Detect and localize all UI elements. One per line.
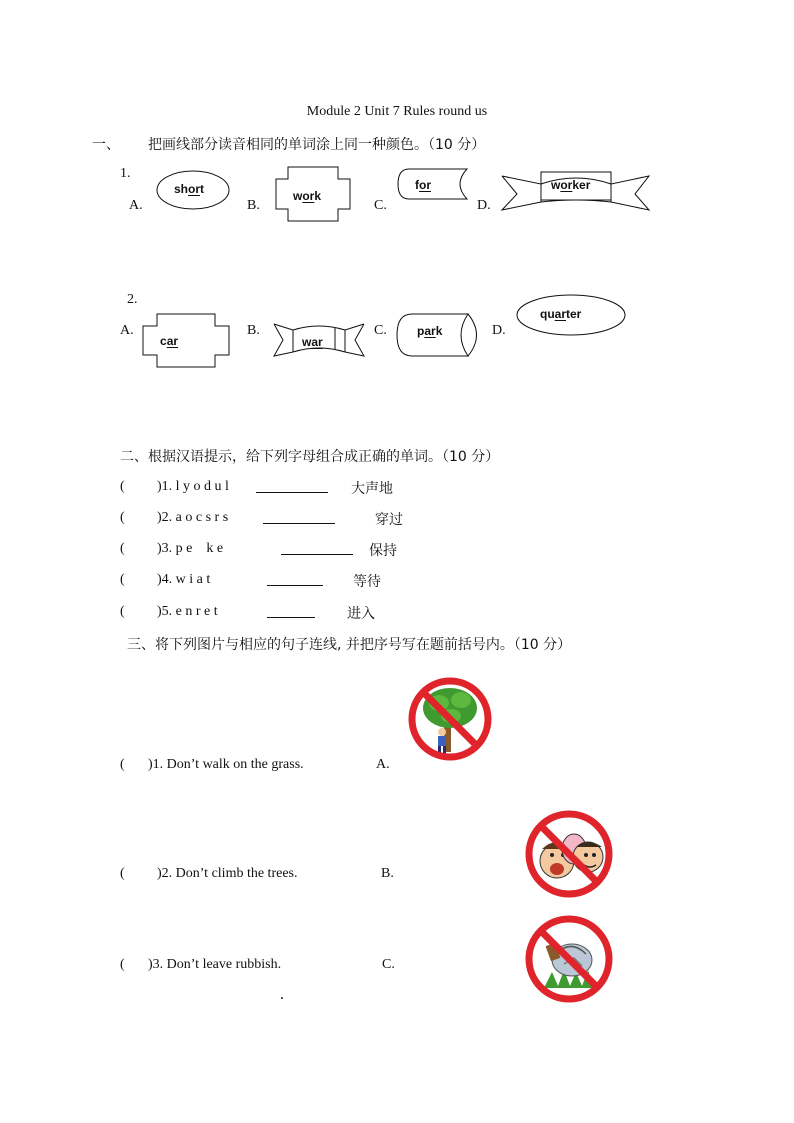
- s3-row1-letter: A.: [376, 757, 390, 772]
- q1-letter-d: D.: [477, 198, 491, 213]
- s2-row4-answer-blank[interactable]: [267, 573, 323, 586]
- s2-row1-letters: )1. l y o d u l: [157, 479, 229, 494]
- s2-row3-meaning: 保持: [369, 543, 397, 559]
- q1-letter-b: B.: [247, 198, 260, 213]
- s3-row2-paren: (: [120, 866, 125, 881]
- s2-row4-letters: )4. w i a t: [157, 572, 211, 587]
- s3-row3-sentence: )3. Don’t leave rubbish.: [148, 957, 282, 972]
- s2-row5-paren: (: [120, 604, 125, 619]
- q1-c-word[interactable]: for: [415, 178, 431, 192]
- s2-row2-answer-blank[interactable]: [263, 511, 335, 524]
- s2-row2-paren: (: [120, 510, 125, 525]
- q2-number: 2.: [127, 292, 138, 307]
- s3-row1-sentence: )1. Don’t walk on the grass.: [148, 757, 304, 772]
- s2-row5-letters: )5. e n r e t: [157, 604, 218, 619]
- page-title: Module 2 Unit 7 Rules round us: [306, 104, 488, 119]
- s2-row5-meaning: 进入: [347, 606, 375, 622]
- q1-a-word[interactable]: short: [174, 182, 205, 196]
- q1-letter-a: A.: [129, 198, 143, 213]
- q2-a-word[interactable]: car: [160, 334, 179, 348]
- s2-row4-paren: (: [120, 572, 125, 587]
- q1-number: 1.: [120, 166, 131, 181]
- s2-row1-answer-blank[interactable]: [256, 480, 328, 493]
- q2-d-word[interactable]: quarter: [540, 307, 582, 321]
- s2-row3-letters: )3. p e k e: [157, 541, 224, 556]
- s2-row1-paren: (: [120, 479, 125, 494]
- s2-row2-letters: )2. a o c s r s: [157, 510, 229, 525]
- s2-row4-meaning: 等待: [353, 574, 381, 590]
- s3-row2-sentence: )2. Don’t climb the trees.: [157, 866, 298, 881]
- q2-letter-c: C.: [374, 323, 387, 338]
- no-shouting-sign-icon[interactable]: [524, 809, 614, 899]
- s3-row3-paren: (: [120, 957, 125, 972]
- q2-letter-d: D.: [492, 323, 506, 338]
- s3-row1-paren: (: [120, 757, 125, 772]
- q2-b-word[interactable]: war: [302, 335, 323, 349]
- no-rubbish-sign-icon[interactable]: [524, 914, 614, 1004]
- q2-letter-a: A.: [120, 323, 134, 338]
- q1-d-word[interactable]: worker: [551, 178, 591, 192]
- s3-row3-letter: C.: [382, 957, 395, 972]
- s3-row2-letter: B.: [381, 866, 394, 881]
- section3-heading: 三、将下列图片与相应的句子连线, 并把序号写在题前括号内。（10 分）: [127, 637, 572, 653]
- no-climbing-trees-sign-icon[interactable]: [406, 676, 494, 762]
- q1-letter-c: C.: [374, 198, 387, 213]
- q2-c-word[interactable]: park: [417, 324, 443, 338]
- q2-letter-b: B.: [247, 323, 260, 338]
- s2-row3-answer-blank[interactable]: [281, 542, 353, 555]
- stray-dot: .: [280, 986, 284, 1003]
- s2-row5-answer-blank[interactable]: [267, 605, 315, 618]
- section2-heading: 二、根据汉语提示，给下列字母组合成正确的单词。（10 分）: [120, 449, 500, 465]
- section1-number: 一、: [92, 137, 120, 153]
- s2-row1-meaning: 大声地: [351, 481, 393, 497]
- q1-b-word[interactable]: work: [293, 189, 322, 203]
- section1-heading: 把画线部分读音相同的单词涂上同一种颜色。（10 分）: [148, 137, 486, 153]
- q1-c-scroll-shape: [397, 168, 469, 200]
- q2-a-cross-shape: [143, 314, 230, 368]
- s2-row3-paren: (: [120, 541, 125, 556]
- q1-d-ribbon-shape: [501, 170, 651, 214]
- s2-row2-meaning: 穿过: [375, 512, 403, 528]
